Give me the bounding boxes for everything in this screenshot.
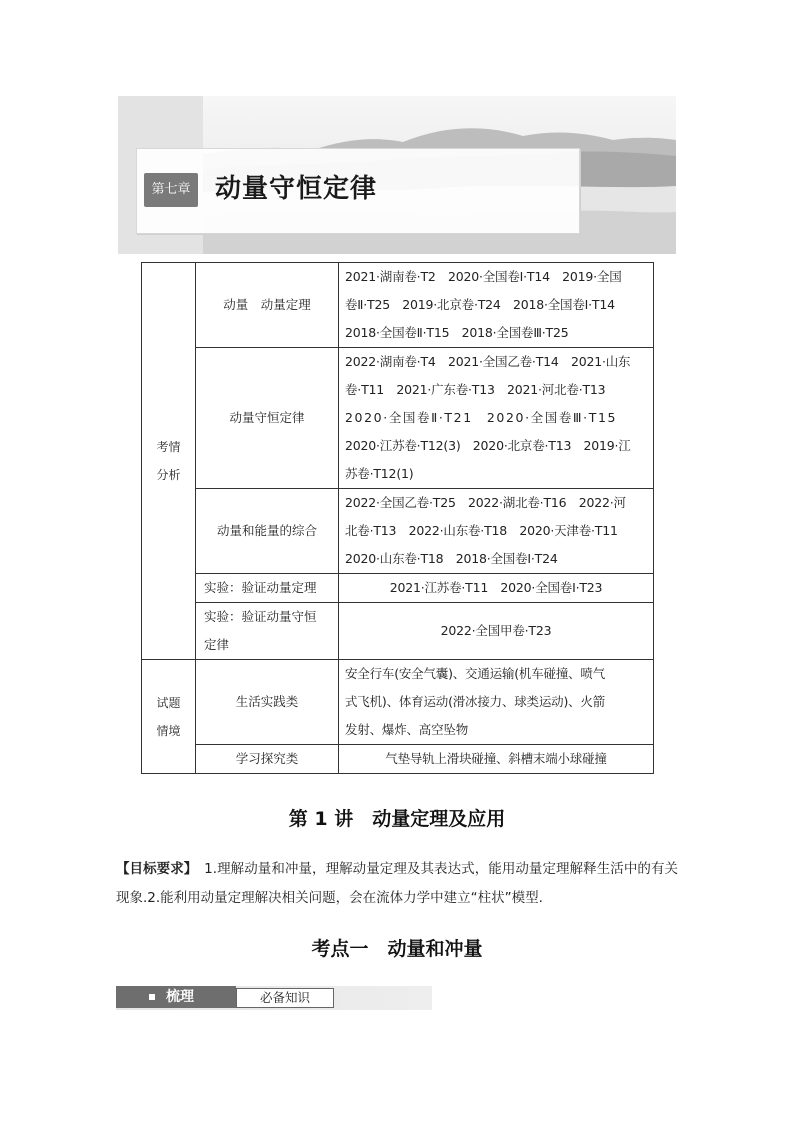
refs-cell: 2022·全国乙卷·T25 2022·湖北卷·T16 2022·河 北卷·T13 2022·山东卷·T18 2020·天津卷·T11 2020·山东卷·T18 2018·全国卷Ⅰ·T24	[339, 489, 654, 574]
table-row	[142, 603, 654, 660]
table-row	[142, 489, 654, 574]
topic-cell: 动量 动量定理	[196, 263, 339, 348]
refs-cell: 2021·江苏卷·T11 2020·全国卷Ⅰ·T23	[339, 574, 654, 603]
refs-cell: 2022·全国甲卷·T23	[339, 603, 654, 660]
refs-cell: 2021·湖南卷·T2 2020·全国卷Ⅰ·T14 2019·全国 卷Ⅱ·T25 2019·北京卷·T24 2018·全国卷Ⅰ·T14 2018·全国卷Ⅱ·T15 2018·全国卷Ⅲ·T25	[339, 263, 654, 348]
table-row	[142, 574, 654, 603]
table-row	[142, 263, 654, 348]
topic-cell: 生活实践类	[196, 660, 339, 745]
topic-cell: 动量守恒定律	[196, 348, 339, 489]
refs-cell: 2022·湖南卷·T4 2021·全国乙卷·T14 2021·山东 卷·T11 2021·广东卷·T13 2021·河北卷·T13 2020·全国卷Ⅱ·T21 2020·全国卷Ⅲ·T15 2020·江苏卷·T12(3) 2020·北京卷·T13 2019·江 苏卷·T12(1)	[339, 348, 654, 489]
goals-text: 1.理解动量和冲量，理解动量定理及其表达式，能用动量定理解释生活中的有关现象.2.能利用动量定理解决相关问题，会在流体力学中建立“柱状”模型.	[116, 861, 679, 906]
topic-cell: 实验：验证动量定理	[196, 574, 339, 603]
topic-cell: 实验：验证动量守恒 定律	[196, 603, 339, 660]
table-row	[142, 660, 654, 745]
goals-label: 【目标要求】	[116, 861, 191, 877]
chapter-title: 动量守恒定律	[215, 174, 378, 204]
chapter-tag: 第七章	[144, 173, 198, 207]
section-tag: 必备知识	[236, 988, 334, 1008]
lecture-title: 第 1 讲 动量定理及应用	[288, 808, 506, 830]
refs-cell: 安全行车(安全气囊)、交通运输(机车碰撞、喷气 式飞机)、体育运动(滑冰接力、球类运动)、火箭 发射、爆炸、高空坠物	[339, 660, 654, 745]
refs-cell: 气垫导轨上滑块碰撞、斜槽末端小球碰撞	[339, 745, 654, 774]
table-row	[142, 348, 654, 489]
topic-cell: 动量和能量的综合	[196, 489, 339, 574]
square-icon	[149, 994, 155, 1000]
topic-cell: 学习探究类	[196, 745, 339, 774]
group-cell-analysis: 考情 分析	[142, 263, 196, 660]
point-title: 考点一 动量和冲量	[311, 938, 483, 960]
table-row	[142, 745, 654, 774]
section-label: 梳理	[166, 989, 194, 1005]
goals-paragraph	[116, 855, 678, 913]
group-cell-context: 试题 情境	[142, 660, 196, 774]
section-label-block	[116, 986, 236, 1008]
exam-analysis-table	[141, 262, 654, 774]
